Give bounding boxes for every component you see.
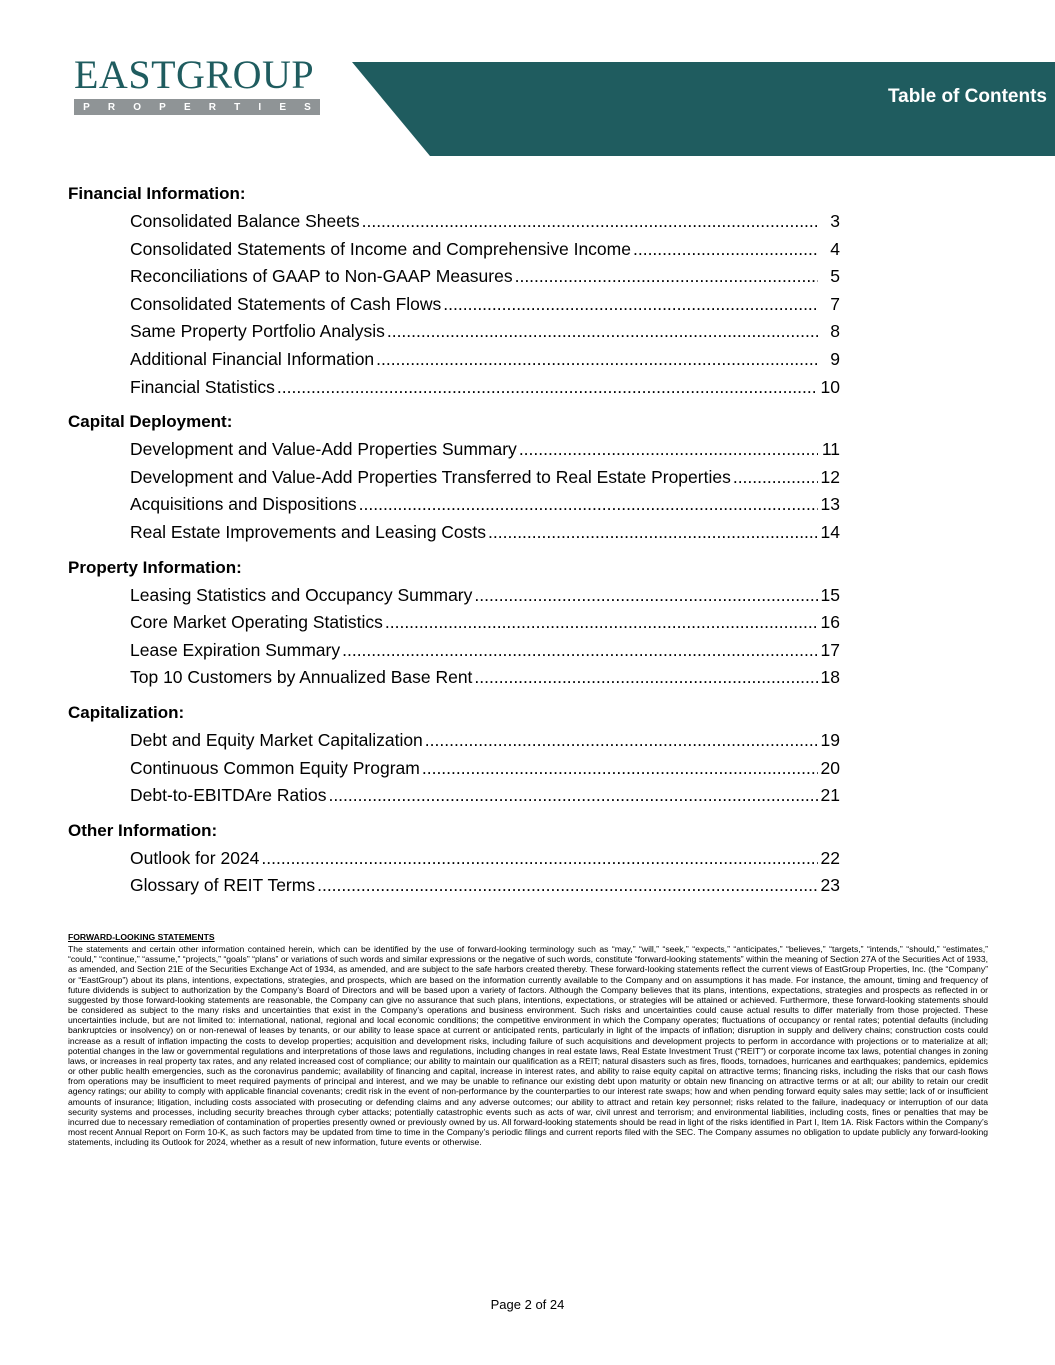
toc-section-title: Property Information: — [68, 557, 242, 577]
toc-entry-page: 16 — [820, 612, 840, 633]
toc-entry[interactable] — [130, 236, 840, 264]
toc-entry-label: Continuous Common Equity Program — [130, 757, 420, 778]
toc-entry-label: Acquisitions and Dispositions — [130, 494, 357, 515]
toc-entry-page: 12 — [820, 466, 840, 487]
toc-entry-label: Consolidated Statements of Cash Flows — [130, 293, 442, 314]
toc-section — [68, 408, 840, 546]
toc-section-title: Capitalization: — [68, 702, 185, 722]
logo-letter: T — [234, 101, 241, 113]
toc-entry[interactable] — [130, 609, 840, 637]
logo-letter: O — [133, 101, 142, 113]
toc-entry-page: 21 — [820, 785, 840, 806]
toc-entry-page: 14 — [820, 521, 840, 542]
toc-entry[interactable] — [130, 208, 840, 236]
toc-entry-page: 9 — [830, 348, 840, 369]
forward-looking-statements — [68, 932, 988, 1147]
toc-section-title: Capital Deployment: — [68, 412, 233, 432]
toc-dot-leader — [342, 637, 818, 665]
toc-entry[interactable] — [130, 664, 840, 692]
toc-entry-page: 20 — [820, 757, 840, 778]
toc-entry[interactable] — [130, 318, 840, 346]
toc-entry[interactable] — [130, 491, 840, 519]
toc-dot-leader — [633, 236, 818, 264]
toc-dot-leader — [261, 845, 818, 873]
toc-entry-label: Real Estate Improvements and Leasing Costs — [130, 521, 487, 542]
logo-letter: E — [279, 101, 287, 113]
toc-dot-leader — [474, 664, 818, 692]
toc-entry-page: 13 — [820, 494, 840, 515]
toc-entry[interactable] — [130, 291, 840, 319]
toc-entry-page: 4 — [830, 238, 840, 259]
toc-entry-label: Outlook for 2024 — [130, 847, 260, 868]
toc-entry[interactable] — [130, 582, 840, 610]
toc-dot-leader — [362, 208, 818, 236]
toc-entry-label: Additional Financial Information — [130, 348, 375, 369]
toc-dot-leader — [376, 346, 818, 374]
toc-dot-leader — [317, 872, 818, 900]
toc-entry-page: 19 — [820, 729, 840, 750]
toc-entry[interactable] — [130, 436, 840, 464]
toc-entry[interactable] — [130, 872, 840, 900]
toc-dot-leader — [385, 609, 818, 637]
forward-looking-body: The statements and certain other information contained herein, which can be identified by the use of forward-looking terminology such as “may,” “will,” “seek,” “expects,” “anticipates,” “believes,” “targets,” “intends,” “should,” “estimates,” “could,” “continue,” “assume,” “projects,” “goals” “plans” or variations of such words and similar expressions or the negative of such words, constitute “forward-looking statements” within the meaning of Section 27A of the Securities Act of 1933, as amended, and Section 21E of the Securities Exchange Act of 1934, as amended, and are subject to the safe harbors created thereby. These forward-looking statements reflect the current views of EastGroup Properties, Inc. (the “Company” or “EastGroup”) about its plans, intentions, expectations, strategies, and prospects, which are based on the information currently available to the Company and on assumptions it has made. For instance, the amount, timing and frequency of future dividends is subject to authorization by the Company’s Board of Directors and will be based upon a variety of factors. Although the Company believes that its plans, intentions, expectations, strategies and prospects as reflected in or suggested by those forward-looking statements are reasonable, the Company can give no assurance that such plans, intentions, expectations, or strategies will be attained or achieved. Furthermore, these forward-looking statements should be considered as subject to the many risks and uncertainties that exist in the Company’s operations and business environment. Such risks and uncertainties could cause actual results to differ materially from those projected. These uncertainties include, but are not limited to: international, national, regional and local economic conditions; the competitive environment in which the Company operates; fluctuations of occupancy or rental rates; potential defaults (including bankruptcies or insolvency) on or non-renewal of leases by tenants, or our ability to lease space at current or anticipated rents, particularly in light of the impacts of inflation; disruption in supply and delivery chains; construction costs could increase as a result of inflation impacting the costs to develop properties; acquisition and development risks, including failure of such acquisitions and development projects to perform in accordance with projections or to materialize at all; potential changes in the law or governmental regulations and interpretations of those laws and regulations, including changes in real estate laws, Real Estate Investment Trust (“REIT”) or corporate income tax laws, potential changes in zoning laws, or increases in real property tax rates, and any related increased cost of compliance; our ability to maintain our qualification as a REIT; natural disasters such as fires, floods, tornadoes, hurricanes and earthquakes; pandemics, epidemics or other public health emergencies, such as the coronavirus pandemic; availability of financing and capital, increase in interest rates, and ability to raise equity capital on attractive terms; financing risks, including the risks that our cash flows from operations may be insufficient to meet required payments of principal and interest, and we may be unable to refinance our existing debt upon maturity or obtain new financing on attractive terms or at all; our ability to retain our credit agency ratings; our ability to comply with applicable financial covenants; credit risk in the event of non-performance by the counterparties to our interest rate swaps; how and when pending forward equity sales may settle; lack of or insufficient amounts of insurance; litigation, including costs associated with prosecuting or defending claims and any adverse outcomes; our ability to attract and retain key personnel; risks related to the failure, inadequacy or interruption of our data security systems and processes, including security breaches through cyber attacks; potentially catastrophic events such as acts of war, civil unrest and terrorism; and environmental liabilities, including costs, fines or penalties that may be incurred due to necessary remediation of contamination of properties presently owned or previously owned by us. All forward-looking statements should be read in light of the risks identified in Part I, Item 1A. Risk Factors within the Company’s most recent Annual Report on Form 10-K, as such factors may be updated from time to time in the Company’s periodic filings and current reports filed with the SEC. The Company assumes no obligation to update publicly any forward-looking statements, including its Outlook for 2024, whether as a result of new information, future events or otherwise. — [68, 944, 988, 1148]
toc-entry-page: 23 — [820, 875, 840, 896]
logo-letter: R — [107, 101, 116, 113]
toc-entry-page: 17 — [820, 639, 840, 660]
toc-entry-page: 8 — [830, 321, 840, 342]
toc-entry-label: Leasing Statistics and Occupancy Summary — [130, 584, 473, 605]
toc-entry-label: Development and Value-Add Properties Transferred to Real Estate Properties — [130, 466, 731, 487]
logo-letter: P — [83, 101, 90, 113]
toc-entry-label: Debt-to-EBITDAre Ratios — [130, 785, 327, 806]
page-number: Page 2 of 24 — [490, 1297, 565, 1312]
toc-dot-leader — [733, 464, 818, 492]
toc-entry-page: 3 — [830, 211, 840, 231]
toc-section-title: Financial Information: — [68, 184, 246, 203]
toc-section — [68, 699, 840, 810]
table-of-contents — [68, 180, 840, 907]
toc-entry-label: Glossary of REIT Terms — [130, 875, 316, 896]
toc-dot-leader — [519, 436, 818, 464]
toc-entry-label: Core Market Operating Statistics — [130, 612, 383, 633]
forward-looking-title: FORWARD-LOOKING STATEMENTS — [68, 932, 215, 942]
logo-letter: R — [208, 101, 217, 113]
toc-entry[interactable] — [130, 845, 840, 873]
toc-dot-leader — [422, 755, 818, 783]
logo-subtitle-bar — [74, 99, 320, 115]
toc-section — [68, 180, 840, 401]
toc-entry-label: Lease Expiration Summary — [130, 639, 341, 660]
page-title: Table of Contents — [887, 86, 1047, 107]
logo-letter: E — [183, 101, 191, 113]
toc-entry[interactable] — [130, 727, 840, 755]
toc-section — [68, 554, 840, 692]
logo-letter: S — [304, 101, 311, 113]
logo-letter: I — [258, 101, 262, 113]
toc-dot-leader — [515, 263, 818, 291]
toc-dot-leader — [328, 782, 818, 810]
toc-entry[interactable] — [130, 782, 840, 810]
toc-entry[interactable] — [130, 637, 840, 665]
toc-entry-label: Same Property Portfolio Analysis — [130, 321, 385, 342]
toc-entry[interactable] — [130, 374, 840, 402]
toc-entry[interactable] — [130, 464, 840, 492]
logo-wordmark: EASTGROUP — [74, 52, 315, 97]
toc-entry-label: Consolidated Balance Sheets — [130, 211, 360, 231]
toc-section — [68, 817, 840, 900]
toc-entry[interactable] — [130, 263, 840, 291]
toc-entry-label: Financial Statistics — [130, 376, 275, 397]
toc-dot-leader — [359, 491, 818, 519]
toc-section-title: Other Information: — [68, 820, 218, 840]
toc-dot-leader — [474, 582, 818, 610]
toc-entry-page: 11 — [821, 439, 840, 460]
toc-entry[interactable] — [130, 346, 840, 374]
toc-entry-label: Development and Value-Add Properties Summary — [130, 439, 517, 460]
toc-dot-leader — [443, 291, 818, 319]
toc-entry-label: Consolidated Statements of Income and Comprehensive Income — [130, 238, 631, 259]
toc-entry-page: 22 — [820, 847, 840, 868]
toc-entry-label: Reconciliations of GAAP to Non-GAAP Measures — [130, 266, 513, 287]
toc-dot-leader — [277, 374, 818, 402]
toc-entry-page: 18 — [820, 667, 840, 688]
toc-entry-page: 7 — [830, 293, 840, 314]
toc-dot-leader — [488, 519, 818, 547]
toc-entry[interactable] — [130, 755, 840, 783]
toc-entry-label: Debt and Equity Market Capitalization — [130, 729, 423, 750]
toc-entry[interactable] — [130, 519, 840, 547]
toc-entry-page: 10 — [820, 376, 840, 397]
toc-dot-leader — [425, 727, 818, 755]
toc-entry-page: 15 — [820, 584, 840, 605]
toc-dot-leader — [387, 318, 818, 346]
logo-letter: P — [159, 101, 166, 113]
toc-entry-label: Top 10 Customers by Annualized Base Rent — [130, 667, 473, 688]
company-logo — [74, 52, 322, 115]
toc-entry-page: 5 — [830, 266, 840, 287]
